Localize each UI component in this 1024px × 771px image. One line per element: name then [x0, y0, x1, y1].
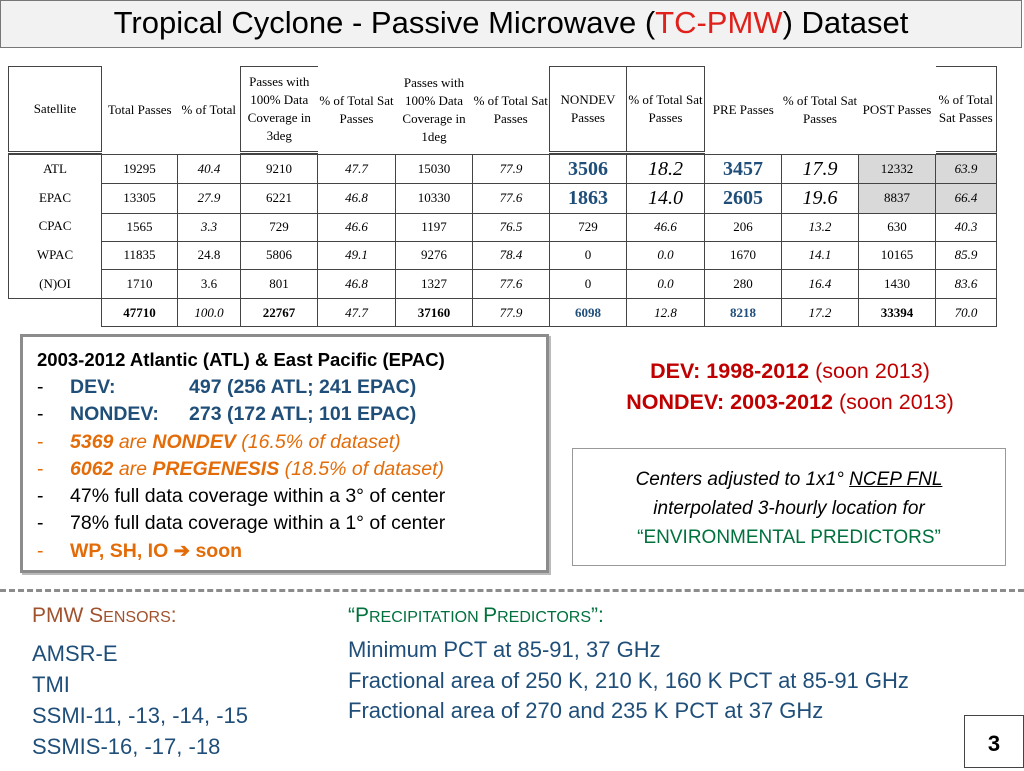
table-cell: 5806	[241, 241, 318, 269]
ncep-fnl-text: NCEP FNL	[849, 469, 943, 490]
header-cell: PRE Passes	[712, 101, 774, 117]
table-cell: 11835	[102, 241, 178, 269]
header-cell: % of Total Sat Passes	[473, 92, 548, 126]
total-cell: 77.9	[473, 299, 550, 327]
list-item: Fractional area of 270 and 235 K PCT at 37 GHz	[348, 698, 824, 723]
table-cell: 16.4	[782, 270, 859, 299]
list-item	[37, 456, 445, 483]
table-cell: 49.1	[318, 241, 396, 269]
table-cell: 19.6	[782, 184, 859, 213]
title-bar	[0, 0, 1022, 48]
list-item	[37, 483, 445, 510]
table-row	[9, 155, 997, 184]
table-cell: 9276	[396, 241, 473, 269]
table-cell: 3457	[705, 155, 782, 184]
nondev-pct: (16.5% of dataset)	[241, 430, 401, 453]
total-cell: 17.2	[782, 299, 859, 327]
table-cell: 1670	[705, 241, 782, 269]
header-cell: % of Total Sat Passes	[319, 92, 394, 126]
header-cell: Satellite	[9, 67, 102, 153]
table-cell: 17.9	[782, 155, 859, 184]
centers-box	[572, 448, 1006, 566]
list-item: Minimum PCT at 85-91, 37 GHz	[348, 637, 661, 662]
table-cell: 13.2	[782, 213, 859, 241]
header-cell: % of Total	[181, 101, 236, 117]
header-cell: Passes with 100% Data Coverage in 3deg	[241, 67, 318, 153]
centers-text-part: Centers adjusted to 1x1°	[635, 469, 850, 490]
table-cell: 630	[859, 213, 936, 241]
list-item	[37, 401, 445, 428]
heading-part: “P	[348, 604, 369, 627]
heading-part: PMW S	[32, 604, 104, 627]
nondev-count: 5369	[70, 430, 114, 453]
table-cell: 0	[550, 241, 627, 269]
satellite-label: CPAC	[38, 218, 72, 234]
nondev-soon: (soon 2013)	[838, 390, 954, 414]
table-row	[9, 270, 997, 299]
table-cell: 801	[241, 270, 318, 299]
bullet: -	[37, 403, 44, 426]
table-cell: 77.9	[473, 155, 550, 184]
total-cell: 47.7	[318, 299, 396, 327]
table-cell: 1863	[550, 184, 627, 213]
table-row	[9, 184, 997, 213]
dev-range: DEV: 1998-2012	[650, 359, 810, 383]
totals-spacer	[9, 299, 102, 327]
summary-list	[37, 374, 445, 565]
total-cell: 100.0	[178, 299, 241, 327]
summary-box	[20, 334, 549, 573]
nondev-dates-line	[580, 387, 1000, 418]
list-item: AMSR-E	[32, 641, 118, 666]
basins-next: WP, SH, IO	[70, 539, 169, 562]
passes-table	[8, 66, 997, 327]
satellite-column	[9, 155, 102, 299]
header-cell: Passes with 100% Data Coverage in 1deg	[402, 74, 466, 144]
are-text: are	[118, 457, 147, 480]
total-cell: 8218	[705, 299, 782, 327]
dev-dates-line	[580, 356, 1000, 387]
table-cell: 46.6	[627, 213, 705, 241]
table-cell: 63.9	[936, 155, 997, 184]
dev-value: 497 (256 ATL; 241 EPAC)	[189, 376, 417, 398]
table-cell: 3.3	[178, 213, 241, 241]
table-cell: 280	[705, 270, 782, 299]
total-cell: 70.0	[936, 299, 997, 327]
table-cell: 10165	[859, 241, 936, 269]
right-arrow-icon: ➔	[173, 539, 191, 562]
table-cell: 1565	[102, 213, 178, 241]
coverage-1deg: 78% full data coverage within a 1° of center	[70, 512, 446, 535]
table-cell: 85.9	[936, 241, 997, 269]
table-cell: 77.6	[473, 184, 550, 213]
summary-heading: 2003-2012 Atlantic (ATL) & East Pacific (EPAC)	[37, 349, 445, 370]
satellite-label: EPAC	[38, 189, 72, 205]
table-cell: 14.1	[782, 241, 859, 269]
table-cell: 76.5	[473, 213, 550, 241]
satellite-label: ATL	[43, 161, 67, 176]
table-cell: 6221	[241, 184, 318, 213]
table-cell: 66.4	[936, 184, 997, 213]
header-cell: Total Passes	[107, 101, 172, 117]
satellite-label: (N)OI	[39, 275, 71, 291]
bullet: -	[37, 430, 44, 453]
table-cell: 46.8	[318, 270, 396, 299]
bullet: -	[37, 485, 44, 508]
table-cell: 14.0	[627, 184, 705, 213]
heading-part: RECIPITATION	[369, 609, 484, 626]
table-cell: 18.2	[627, 155, 705, 184]
list-item: TMI	[32, 672, 70, 697]
nondev-label: NONDEV:	[70, 403, 159, 426]
header-cell: % of Total Sat Passes	[782, 92, 858, 126]
coverage-3deg: 47% full data coverage within a 3° of center	[70, 485, 446, 508]
table-cell: 40.4	[178, 155, 241, 184]
pregen-pct: (18.5% of dataset)	[284, 457, 444, 480]
centers-text	[573, 465, 1005, 552]
table-cell: 40.3	[936, 213, 997, 241]
dashed-divider	[0, 589, 1024, 592]
table-cell: 3.6	[178, 270, 241, 299]
table-cell: 47.7	[318, 155, 396, 184]
table-cell: 24.8	[178, 241, 241, 269]
title-prefix: Tropical Cyclone - Passive Microwave (	[113, 5, 656, 40]
table-cell: 3506	[550, 155, 627, 184]
pmw-sensors	[32, 604, 248, 762]
sensors-heading	[32, 604, 248, 628]
heading-part: ”:	[591, 604, 604, 627]
list-item: SSMI-11, -13, -14, -15	[32, 703, 249, 728]
table-cell: 83.6	[936, 270, 997, 299]
bullet: -	[37, 376, 44, 398]
list-item	[37, 429, 445, 456]
precipitation-predictors	[348, 604, 909, 727]
header-cell: % of Total Sat Passes	[936, 67, 997, 153]
table-cell: 0.0	[627, 270, 705, 299]
total-cell: 22767	[241, 299, 318, 327]
table-cell: 8837	[859, 184, 936, 213]
header-cell: NONDEV Passes	[550, 67, 627, 153]
table-cell: 27.9	[178, 184, 241, 213]
heading-part: ENSORS	[103, 609, 171, 626]
header-cell: POST Passes	[862, 101, 932, 117]
heading-part: :	[170, 604, 177, 627]
table-cell: 15030	[396, 155, 473, 184]
total-cell: 12.8	[627, 299, 705, 327]
table-cell: 1430	[859, 270, 936, 299]
list-item	[37, 510, 445, 537]
table-cell: 78.4	[473, 241, 550, 269]
page-number: 3	[964, 715, 1024, 768]
table-cell: 729	[241, 213, 318, 241]
nondev-word: NONDEV	[152, 430, 236, 453]
list-item	[37, 538, 445, 565]
nondev-value: 273 (172 ATL; 101 EPAC)	[189, 403, 417, 426]
heading-part: REDICTORS	[497, 609, 592, 626]
bullet: -	[37, 512, 44, 535]
soon-text: soon	[195, 539, 243, 562]
nondev-range: NONDEV: 2003-2012	[626, 390, 833, 414]
pregen-word: PREGENESIS	[152, 457, 280, 480]
table-cell: 12332	[859, 155, 936, 184]
list-item	[37, 374, 445, 401]
bullet: -	[37, 457, 44, 480]
table-cell: 46.8	[318, 184, 396, 213]
table-cell: 2605	[705, 184, 782, 213]
table-cell: 1197	[396, 213, 473, 241]
title-highlight: TC-PMW	[655, 5, 783, 40]
table-cell: 1327	[396, 270, 473, 299]
list-item: SSMIS-16, -17, -18	[32, 734, 221, 759]
centers-line-1	[573, 465, 1005, 494]
totals-row	[9, 299, 997, 327]
slide-title	[1, 5, 1021, 41]
list-item: Fractional area of 250 K, 210 K, 160 K PCT at 85-91 GHz	[348, 667, 909, 693]
centers-line-2: interpolated 3-hourly location for	[653, 498, 925, 519]
heading-part: P	[483, 604, 498, 627]
total-cell: 37160	[396, 299, 473, 327]
total-cell: 47710	[102, 299, 178, 327]
pregen-count: 6062	[70, 457, 114, 480]
table-row	[9, 213, 997, 241]
table-cell: 19295	[102, 155, 178, 184]
table-cell: 206	[705, 213, 782, 241]
table-row	[9, 241, 997, 269]
dev-dates	[580, 356, 1000, 418]
title-suffix: ) Dataset	[782, 5, 909, 40]
table-cell: 1710	[102, 270, 178, 299]
table-cell: 0	[550, 270, 627, 299]
precip-heading	[348, 604, 909, 628]
table-cell: 46.6	[318, 213, 396, 241]
table-cell: 9210	[241, 155, 318, 184]
environmental-predictors-label: “ENVIRONMENTAL PREDICTORS”	[637, 527, 941, 548]
table-cell: 77.6	[473, 270, 550, 299]
header-cell: % of Total Sat Passes	[627, 67, 705, 153]
table-cell: 13305	[102, 184, 178, 213]
total-cell: 6098	[550, 299, 627, 327]
table-cell: 10330	[396, 184, 473, 213]
satellite-label: WPAC	[36, 247, 74, 263]
dev-label: DEV:	[70, 376, 116, 398]
table-header-row	[9, 67, 997, 153]
total-cell: 33394	[859, 299, 936, 327]
table-cell: 729	[550, 213, 627, 241]
dev-soon: (soon 2013)	[815, 359, 930, 383]
table-cell: 0.0	[627, 241, 705, 269]
are-text: are	[118, 430, 147, 453]
bullet: -	[37, 539, 44, 562]
